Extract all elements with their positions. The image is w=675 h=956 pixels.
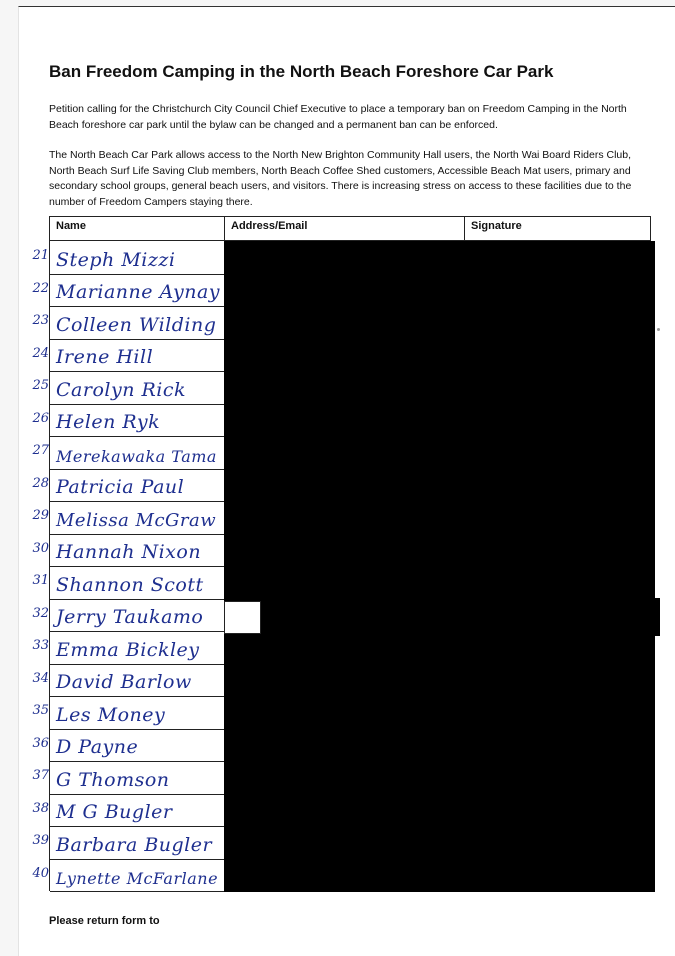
- table-row: [32, 339, 226, 373]
- handwritten-name: Colleen Wilding: [56, 313, 217, 336]
- row-number: 28: [32, 475, 49, 491]
- handwritten-name: Jerry Taukamo: [56, 606, 204, 628]
- table-row: [32, 534, 226, 568]
- table-row: [32, 469, 226, 503]
- row-number: 21: [32, 248, 49, 264]
- row-number: 37: [32, 768, 49, 784]
- table-row: [32, 859, 226, 893]
- return-instructions: Please return form to: [49, 915, 160, 927]
- handwritten-name: Emma Bickley: [56, 638, 200, 661]
- table-row: [32, 761, 226, 795]
- handwritten-name: Shannon Scott: [56, 573, 204, 596]
- row-number: 36: [32, 735, 49, 751]
- table-row: [32, 599, 226, 633]
- table-row: [32, 826, 226, 860]
- handwritten-name: Marianne Aynay: [56, 281, 221, 303]
- handwritten-name: M G Bugler: [56, 801, 173, 823]
- row-number: 25: [32, 378, 49, 394]
- table-row: [32, 664, 226, 698]
- table-row: [32, 631, 226, 665]
- row-number: 31: [32, 573, 49, 589]
- scan-speck: [657, 328, 660, 331]
- table-row: [32, 696, 226, 730]
- redaction-block: [224, 241, 655, 892]
- address-column-header: Address/Email: [224, 216, 465, 241]
- row-number: 30: [32, 540, 49, 556]
- table-row: [32, 566, 226, 600]
- handwritten-name: Irene Hill: [56, 346, 154, 368]
- row-number: 39: [32, 833, 49, 849]
- table-row: [32, 274, 226, 308]
- signature-column-header: Signature: [464, 216, 651, 241]
- row-number: 29: [32, 508, 49, 524]
- table-row: [32, 306, 226, 340]
- handwritten-name: Melissa McGraw: [56, 509, 217, 531]
- row-number: 33: [32, 638, 49, 654]
- table-row: [32, 371, 226, 405]
- row-number: 34: [32, 670, 49, 686]
- petition-background: The North Beach Car Park allows access to the North New Brighton Community Hall users, the North Wai Board Riders Club, North Beach Surf Life Saving Club members, North Beach Coffee Shed customers, Accessible Beach Mat users, primary and secondary school groups, general beach users, and visitors. There is increasing stress on access to these facilities due to the number of Freedom Campers staying there.: [49, 149, 632, 208]
- table-row: [32, 436, 226, 470]
- handwritten-name: Patricia Paul: [56, 476, 185, 498]
- row-number: 26: [32, 410, 49, 426]
- row-number: 40: [32, 865, 49, 881]
- handwritten-name: Steph Mizzi: [56, 248, 176, 271]
- table-row: [32, 501, 226, 535]
- redaction-block: [653, 598, 660, 636]
- row-number: 27: [32, 443, 49, 459]
- petition-description: Petition calling for the Christchurch City Council Chief Executive to place a temporary ban on Freedom Camping in the North Beach foreshore car park until the bylaw can be changed and a permanent ban can be enforced.: [49, 103, 627, 131]
- petition-title: Ban Freedom Camping in the North Beach Foreshore Car Park: [49, 62, 554, 81]
- handwritten-name: Helen Ryk: [56, 411, 161, 433]
- row-number: 24: [32, 345, 49, 361]
- handwritten-name: Lynette McFarlane: [56, 869, 219, 888]
- handwritten-name: Barbara Bugler: [56, 833, 213, 856]
- handwritten-name: David Barlow: [56, 671, 192, 693]
- row-number: 22: [32, 280, 49, 296]
- table-row: [32, 729, 226, 763]
- row-number: 35: [32, 703, 49, 719]
- handwritten-name: Les Money: [56, 703, 166, 726]
- row-number: 38: [32, 800, 49, 816]
- row-number: 23: [32, 313, 49, 329]
- handwritten-name: D Payne: [56, 736, 139, 758]
- name-column-header: Name: [49, 216, 225, 241]
- handwritten-name: G Thomson: [56, 768, 170, 791]
- handwritten-name: Merekawaka Tama: [56, 446, 217, 466]
- table-row: [32, 794, 226, 828]
- name-column: [32, 241, 226, 891]
- handwritten-name: Hannah Nixon: [56, 541, 202, 563]
- handwritten-name: Carolyn Rick: [56, 378, 187, 401]
- row-number: 32: [32, 605, 49, 621]
- table-row: [32, 241, 226, 275]
- table-row: [32, 404, 226, 438]
- address-cell: [224, 601, 261, 634]
